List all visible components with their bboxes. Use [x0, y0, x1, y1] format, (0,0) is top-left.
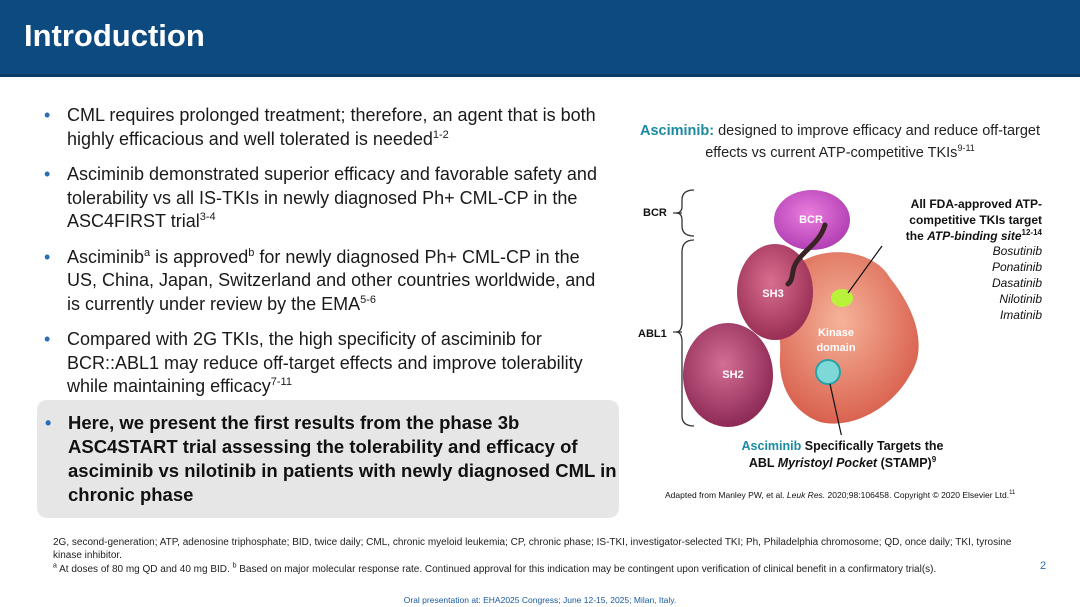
kinase-label-line1: Kinase	[817, 327, 855, 339]
highlight-box	[37, 400, 619, 518]
fda-tki-note	[872, 196, 1042, 244]
bullet-text: Asciminib demonstrated superior efficacy and favorable safety and tolerability vs all IS-TKIs in newly diagnosed Ph+ CML-CP in the ASC4FIRST trial	[67, 164, 597, 231]
reference-sup: 7-11	[270, 376, 292, 388]
drug-name: Imatinib	[999, 308, 1042, 322]
bullet-dot-icon: •	[44, 105, 51, 125]
bullet-dot-icon: •	[44, 164, 51, 184]
reference-sup: 12-14	[1021, 228, 1042, 237]
drug-list	[940, 243, 1042, 323]
bullet-dot-icon: •	[44, 246, 51, 267]
sh3-label: SH3	[762, 288, 784, 300]
fda-line3: the ATP-binding site$^{12-14}$	[905, 228, 1042, 243]
myristoyl-pocket	[816, 360, 840, 384]
figure-title-accent: Asciminib:	[639, 123, 715, 139]
bullet-item	[44, 163, 604, 234]
bullet-item	[44, 246, 604, 317]
figure-title	[638, 120, 1042, 164]
bullet-text: is approved	[150, 246, 249, 267]
caption-accent: Asciminib	[741, 439, 802, 453]
figure-source-note: Adapted from Manley PW, et al. Leuk Res. 2020;98:106458. Copyright © 2020 Elsevier Ltd.$^{11}$	[665, 490, 1016, 500]
reference-sup: 1-2	[432, 128, 449, 141]
drug-name: Bosutinib	[992, 244, 1042, 258]
fda-line1: All FDA-approved ATP-	[910, 197, 1042, 211]
oral-presentation-note: Oral presentation at: EHA2025 Congress; June 12-15, 2025; Milan, Italy.	[403, 595, 677, 605]
footnote-sup: a	[144, 246, 151, 259]
highlight-bullet	[45, 411, 623, 507]
sh2-label: SH2	[722, 369, 744, 381]
drug-name: Dasatinib	[991, 276, 1042, 290]
bullet-text: CML requires prolonged treatment; therefore, an agent that is both highly efficacious and well tolerated is needed	[67, 105, 596, 149]
bullet-item	[44, 104, 604, 151]
reference-sup: 9-11	[957, 143, 975, 154]
figure-title-text: designed to improve efficacy and reduce off-target effects vs current ATP-competitive TKIs	[705, 123, 1041, 161]
caption-text: Specifically Targets the	[801, 439, 944, 453]
abl1-side-label: ABL1	[638, 328, 667, 340]
bullet-dot-icon: •	[44, 329, 51, 349]
bullet-item	[44, 328, 604, 399]
drug-name: Nilotinib	[999, 292, 1042, 306]
fda-line2: competitive TKIs target	[909, 213, 1042, 227]
asciminib-caption: Asciminib Specifically Targets the ABL Myristoyl Pocket (STAMP)$^9$	[741, 439, 944, 470]
bullet-dot-icon: •	[45, 413, 52, 433]
bcr-domain-label: BCR	[799, 214, 823, 226]
footnotes	[53, 536, 1018, 576]
footnote-sup: b	[248, 246, 255, 259]
bcr-side-label: BCR	[643, 207, 667, 219]
reference-sup: 3-4	[199, 211, 216, 223]
bullet-list	[44, 104, 604, 411]
bullet-text: Compared with 2G TKIs, the high specificity of asciminib for BCR::ABL1 may reduce off-target effects and improve tolerability while maintaining efficacy	[67, 329, 583, 396]
bullet-text: for newly diagnosed Ph+ CML-CP in the US, China, Japan, Switzerland and other countries worldwide, and is currently under review by the EMA	[67, 246, 596, 314]
slide-title: Introduction	[24, 18, 205, 53]
page-number: 2	[1040, 560, 1047, 572]
reference-sup: 9	[931, 454, 937, 464]
slide-header	[0, 0, 1080, 77]
abbreviations: 2G, second-generation; ATP, adenosine triphosphate; BID, twice daily; CML, chronic myeloid leukemia; CP, chronic phase; IS-TKI, investigator-selected TKI; Ph, Philadelphia chromosome; QD, once daily; TKI, tyrosine kinase inhibitor.	[53, 537, 1012, 562]
kinase-label-line2: domain	[816, 342, 856, 354]
reference-sup: 5-6	[360, 293, 377, 306]
highlight-text: Here, we present the first results from the phase 3b ASC4START trial assessing the tolerability and efficacy of asciminib vs nilotinib in patients with newly diagnosed CML in chronic phase	[68, 412, 617, 505]
footnote-doses: $^a$ At doses of 80 mg QD and 40 mg BID. $^b$ Based on major molecular response rate. Continued approval for this indication may be contingent upon verification of clinical benefit in a confirmatory trial(s).	[53, 562, 937, 575]
bullet-text: Asciminib	[67, 246, 145, 267]
drug-name: Ponatinib	[991, 260, 1042, 274]
atp-binding-site	[831, 289, 853, 307]
